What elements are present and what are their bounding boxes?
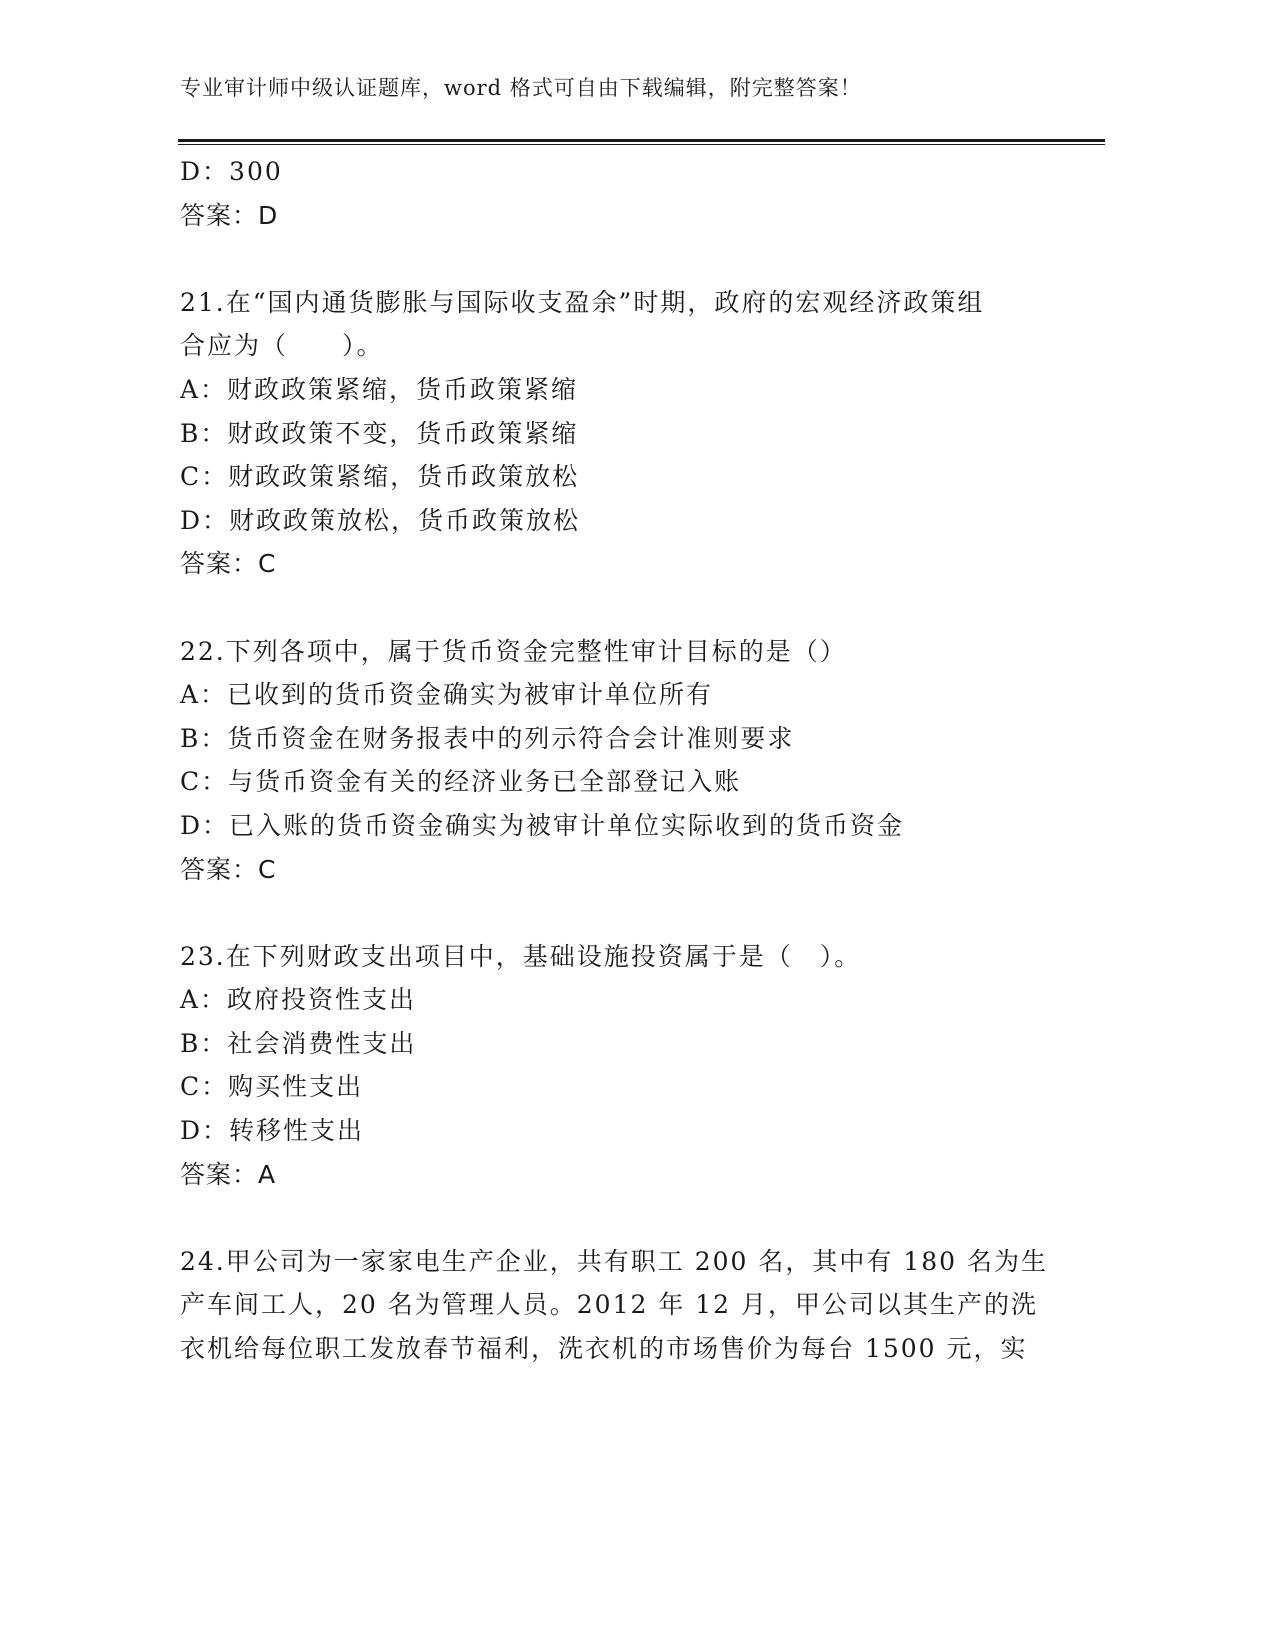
page-header: 专业审计师中级认证题库，word 格式可自由下载编辑，附完整答案！	[180, 76, 862, 100]
option-c: C：与货币资金有关的经济业务已全部登记入账	[180, 767, 742, 797]
option-d: D：财政政策放松，货币政策放松	[180, 505, 581, 535]
prev-option-d: D：300	[180, 157, 283, 186]
question-22	[180, 630, 1040, 892]
answer: 答案：A	[180, 1159, 277, 1189]
option-a: A：政府投资性支出	[180, 985, 417, 1015]
option-c: C：财政政策紧缩，货币政策放松	[180, 462, 580, 492]
question-21	[180, 281, 1040, 586]
prev-answer: 答案：D	[180, 200, 279, 230]
spacer	[180, 586, 1040, 630]
spacer	[180, 1196, 1040, 1240]
question-stem: 合应为（ ）。	[180, 331, 384, 361]
answer: 答案：C	[180, 854, 277, 884]
question-stem: 产车间工人，20 名为管理人员。2012 年 12 月，甲公司以其生产的洗	[180, 1290, 1039, 1320]
option-b: B：货币资金在财务报表中的列示符合会计准则要求	[180, 723, 795, 753]
option-b: B：财政政策不变，货币政策紧缩	[180, 418, 579, 448]
option-c: C：购买性支出	[180, 1072, 364, 1102]
option-a: A：已收到的货币资金确实为被审计单位所有	[180, 680, 714, 710]
question-23	[180, 935, 1040, 1197]
question-stem: 23.在下列财政支出项目中，基础设施投资属于是（ ）。	[180, 941, 862, 971]
answer: 答案：C	[180, 549, 277, 579]
option-d: D：已入账的货币资金确实为被审计单位实际收到的货币资金	[180, 810, 905, 840]
header-rule-thick	[178, 139, 1105, 142]
document-body	[180, 150, 1048, 1371]
spacer	[180, 237, 1040, 281]
option-a: A：财政政策紧缩，货币政策紧缩	[180, 374, 579, 404]
option-d: D：转移性支出	[180, 1116, 365, 1146]
option-b: B：社会消费性支出	[180, 1028, 417, 1058]
question-stem: 22.下列各项中，属于货币资金完整性审计目标的是（）	[180, 636, 847, 666]
question-stem: 衣机给每位职工发放春节福利，洗衣机的市场售价为每台 1500 元，实	[180, 1334, 1028, 1364]
question-stem: 24.甲公司为一家家电生产企业，共有职工 200 名，其中有 180 名为生	[180, 1246, 1048, 1276]
spacer	[180, 891, 1040, 935]
question-24	[180, 1240, 1048, 1371]
header-rule-thin	[178, 144, 1105, 145]
question-stem: 21.在“国内通货膨胀与国际收支盈余”时期，政府的宏观经济政策组	[180, 287, 985, 317]
